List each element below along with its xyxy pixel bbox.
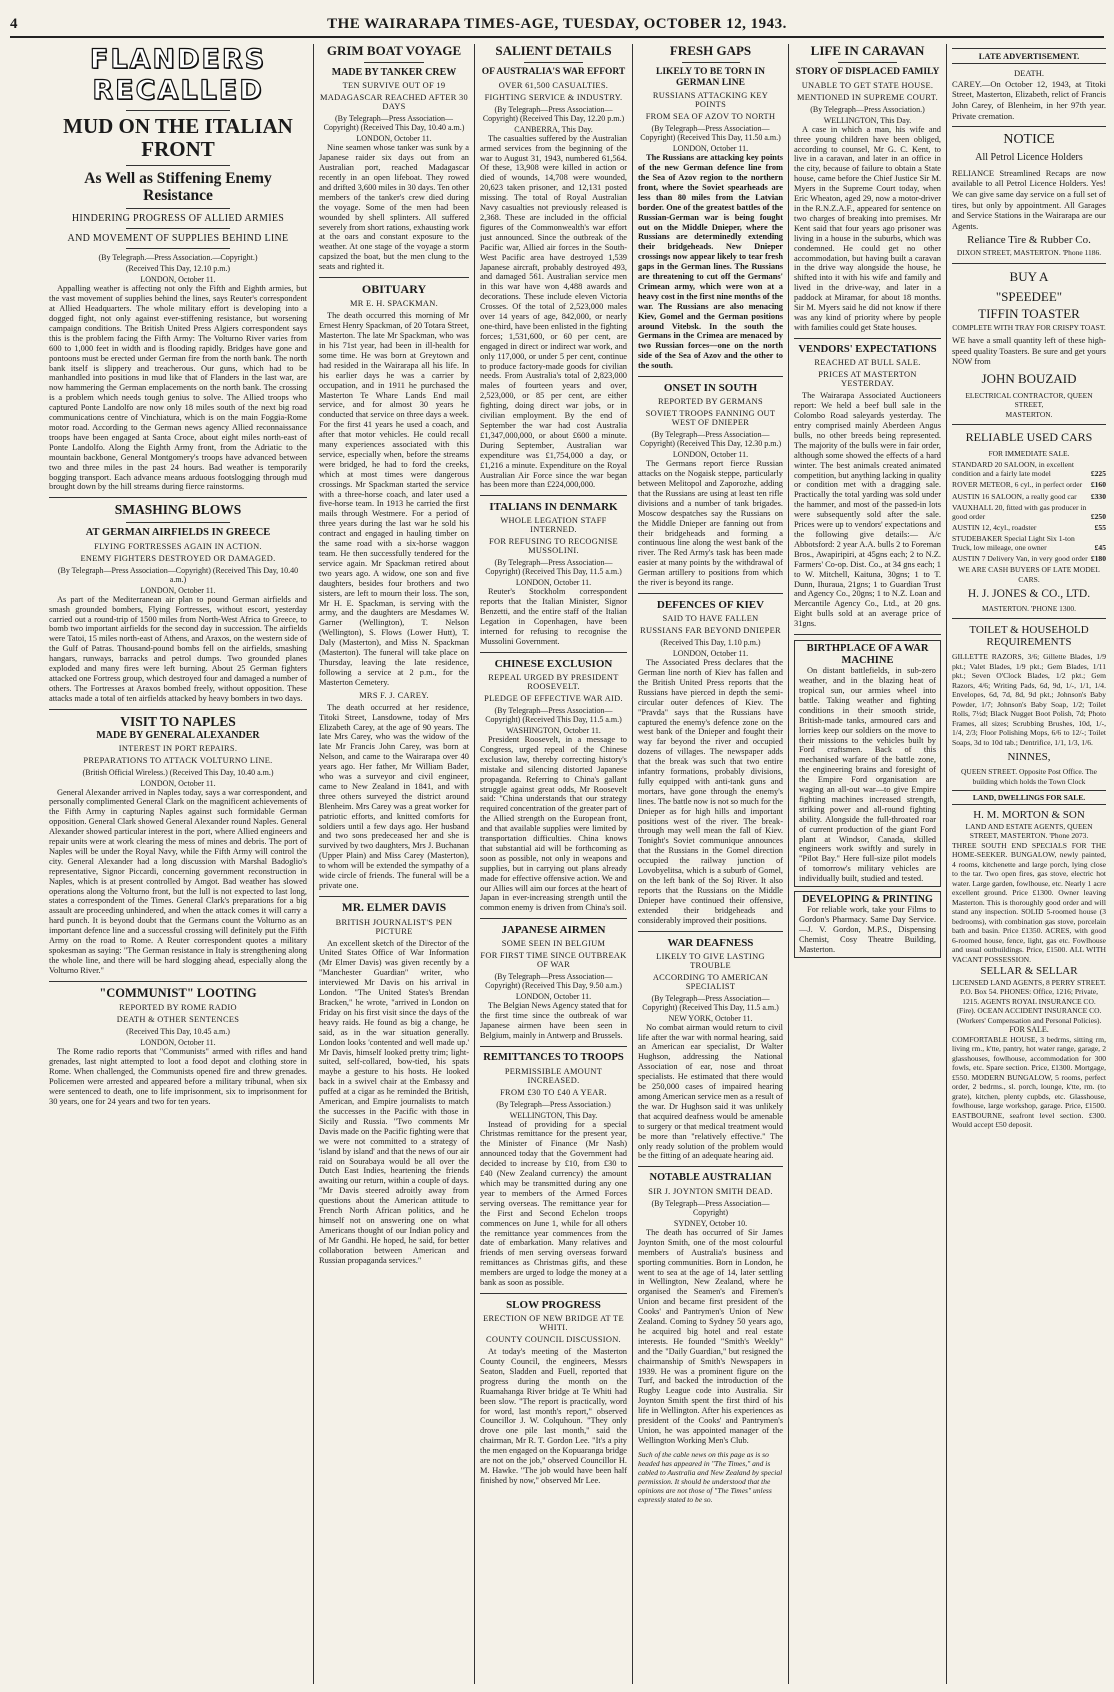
car-name: AUSTIN 16 SALOON, a really good car <box>952 491 1077 501</box>
separator <box>952 424 1106 425</box>
separator <box>319 896 469 897</box>
subhead: FIGHTING SERVICE & INDUSTRY. <box>484 92 623 102</box>
headline-fresh-gaps: FRESH GAPS <box>669 44 752 58</box>
byline: (By Telegraph—Press Association—Copyright) (Received This Day, 11.5 a.m.) <box>485 705 622 724</box>
headline-birthplace: BIRTHPLACE OF A WAR MACHINE <box>806 643 929 666</box>
column-rule <box>313 44 314 1684</box>
byline: (Received This Day, 1.10 p.m.) <box>660 638 761 648</box>
headline-davis: MR. ELMER DAVIS <box>341 901 447 914</box>
masthead-title: THE WAIRARAPA TIMES-AGE, TUESDAY, OCTOBER 12, 1943. <box>327 16 787 32</box>
headline-italians: ITALIANS IN DENMARK <box>489 501 618 514</box>
dateline: LONDON, October 11. <box>672 649 749 659</box>
subhead: DEATH & OTHER SENTENCES <box>116 1015 240 1025</box>
ad-body: For reliable work, take your Films to Gordon's Pharmacy. Same Day Service.—J. V. Gordon, M.P.S., Dispensing Chemist, Cosy Theatre Building, Masterton. <box>799 905 936 954</box>
headline-remittances: REMITTANCES TO TROOPS <box>483 1052 624 1064</box>
divider <box>682 62 740 63</box>
death-heading: DEATH. <box>1014 68 1044 78</box>
article-body: Instead of providing for a special Christmas remittance for the present year, the Minister of Finance (Mr Nash) announced today that the Government had decided to increase by £10, from £30 to £40 (New Zealand currency) the amount which may be transmitted during any one year to members of the Armed Forces serving overseas. The remittance year for the First and Second Echelon troops commences on June 1, while for all others the remittance year commences from the date of embarkation. Many relatives and friends of men serving overseas forward remittances as Christmas gifts, and these members are urged to lodge the money at a bank as soon as possible. <box>480 1119 627 1288</box>
article-body: The death has occurred of Sir James Joynton Smith, one of the most colourful members of Australia's business and sporting communities. Born in London, he went to sea at the age of 14, later settling in Wellington, New Zealand, where he organised the Seamen's and Firemen's Union and became first president of the Cooks' and Pantrymen's Union of New Zealand. Coming to Sydney 50 years ago, he acquired big hotel and real estate interests. He founded "Smith's Weekly" and the "Daily Guardian," but resigned the chairmanship of Smith's Newspapers in 1939. He was a prominent figure on the Turf, and backed the introduction of the Rugby League code into Australia. Sir Joynton Smith spent the first third of his life in Wellington. After his experiences as president of the Cooks' and Pantrymen's Union, he was appointed manager of the Wellington Working Men's Club. <box>638 1227 783 1445</box>
divider <box>126 228 229 229</box>
article-body: The Belgian News Agency stated that for the first time since the outbreak of war Japanese airmen have been seen in Belgium, mainly in Antwerp and Brussels. <box>480 1001 627 1041</box>
article-body: The Rome radio reports that "Communists" armed with rifles and hand grenades, last night attempted to loot a food depot and clothing store in Rome. When challenged, the Communists opened fire and threw grenades. Policemen were arrested and appeared before a military tribunal, when six were sentenced to death, one to life imprisonment, six to imprisonment for 30 years, one for 24 years and two for ten years. <box>49 1047 307 1107</box>
dateline: NEW YORK, October 11. <box>668 1013 753 1023</box>
headline-grim-boat: GRIM BOAT VOYAGE <box>326 44 462 58</box>
reliance-address: DIXON STREET, MASTERTON. 'Phone 1186. <box>956 248 1102 258</box>
article-remittances <box>480 1052 627 1288</box>
column-4 <box>635 44 786 1684</box>
column-rule <box>946 44 947 1684</box>
column-6-ads <box>949 44 1109 1684</box>
toaster-body: WE have a small quantity left of these high-speed quality Toasters. Be sure and get yours NOW from <box>952 334 1106 367</box>
dateline: LONDON, October 11. <box>515 578 592 588</box>
car-listing <box>952 503 1106 521</box>
subhead: SOVIET TROOPS FANNING OUT WEST OF DNIEPER <box>645 409 776 428</box>
toilet-body: GILLETTE RAZORS, 3/6; Gillette Blades, 1/9 pkt.; Valet Blades, 1/9 pkt.; Gem Blades, 1/11 pkt.; Seven O'Clock Blades, 1/2 pkt.; Gem Razors, 4/6; Writing Pads, 6d, 9d, 1/-, 1/1, 1/4. Envelopes, 6d, 7d, 8d, 9d pkt.; Johnson's Baby Powder, 1/7; Johnson's Baby Soap, 1/2; Toilet Rolls, 7½d; Black Nugget Boot Polish, 7d; Photo Frames, all sizes; Scrubbing Brushes, 10d, 1/-, 1/4, 2/3; Floor Polishing Mops, 6/6 to 12/-; Toilet Soaps, 3d to 10d tab.; Dentrifice, 1/1, 1/3, 1/6. <box>952 652 1106 747</box>
article-body: President Roosevelt, in a message to Congress, urged repeal of the Chinese exclusion law, thereby correcting history's mistake and silencing distorted Japanese propaganda. Referring to China's gallant struggle against great odds, Mr Roosevelt said: "China understands that our strategy required concentration of the greater part of the Allied strength on the European front, and that available supplies were limited by transportation difficulties. China knows that substantial aid will be forthcoming as soon as possible, not only in weapons and supplies, but in carrying out plans already made for effective offensive action. We and our Allies will aim our forces at the heart of Japan in ever-increasing strength until the common enemy is driven from China's soil. <box>480 734 627 913</box>
subhead: REPORTED BY ROME RADIO <box>119 1003 237 1013</box>
car-price: £45 <box>1094 543 1106 553</box>
article-notable-australian <box>638 1172 783 1445</box>
article-body: The Associated Press declares that the German line north of Kiev has fallen and the British United Press reports that the Russians have pierced in depth the semi-circular outer defences of Kiev. The "Pravda" says that the Russians have captured the enemy's defence zone on the west bank of the Dnieper and fought their way far beyond the river and occupied dozens of villages. The newspaper adds that the break was such that two entire infantry formations, probably divisions, fully equipped with anti-tank guns and mortars, have gone through the enemy's lines. The battle now is not so much for the Dnieper as for high hills and important positions west of the river. The break-through may well mean the fall of Kiev. Tonight's Soviet communique announces that the Russians in the Gomel direction occupied the railway junction of Lovobyelitsa, which is a suburb of Gomel, on the left bank of the Soj River. It also reports that the Russians on the Middle Dnieper have continued their offensive, extended their bridgeheads and considerably improved their positions. <box>638 658 783 925</box>
bouzaid-name: JOHN BOUZAID <box>981 370 1077 386</box>
headline-salient: SALIENT DETAILS <box>495 44 612 58</box>
separator <box>794 634 941 635</box>
car-name: AUSTIN 7 Delivery Van, in very good order <box>952 554 1088 564</box>
byline: (By Telegraph—Press Association—Copyright) (Received This Day, 11.5 a.m.) <box>485 558 622 577</box>
divider <box>126 522 229 523</box>
ninnes-address: QUEEN STREET. Opposite Post Office. The building which holds the Town Clock <box>960 767 1098 786</box>
dateline: LONDON, October 11. <box>140 585 216 595</box>
subhead: COUNTY COUNCIL DISCUSSION. <box>486 1335 621 1345</box>
dateline: LONDON, October 11. <box>356 134 432 144</box>
article-obituary <box>319 283 469 891</box>
bouzaid-city: MASTERTON. <box>1005 409 1053 419</box>
article-flanders <box>49 44 307 492</box>
subhead: MRS F. J. CAREY. <box>359 690 429 700</box>
article-vendors <box>794 344 941 629</box>
separator <box>638 376 783 377</box>
subhead: RUSSIANS FAR BEYOND DNIEPER <box>640 626 781 636</box>
headline-communist: "COMMUNIST" LOOTING <box>99 985 257 1000</box>
dateline: LONDON, October 11. <box>140 1038 216 1048</box>
article-fresh-gaps <box>638 44 783 371</box>
ninnes-name: NINNES, <box>1007 751 1051 764</box>
toaster-heading: TIFFIN TOASTER <box>978 305 1080 321</box>
car-name: VAUXHALL 20, fitted with gas producer in good order <box>952 502 1087 521</box>
headline-kiev: DEFENCES OF KIEV <box>656 598 765 611</box>
masthead <box>10 14 1104 38</box>
headline-slow-progress: SLOW PROGRESS <box>506 1298 601 1311</box>
dateline: WELLINGTON, This Day. <box>509 1110 598 1120</box>
column-rule <box>788 44 789 1684</box>
morton-body: THREE SOUTH END SPECIALS FOR THE HOME-SEEKER. BUNGALOW, newly painted, 4 rooms, kitchenette and large porch, lying close to the tar. Two open fires, gas stove, electric hot water. Large garden, fowlhouse, etc. Nearly 1 acre excellent ground. Price £1300. Owner leaving Masterton. This is thoroughly good order and will stand any inspection. SOLID 5-roomed house (3 bedrooms), with combination gas stove, porcelain bath and basin. Price £1350. ACRES, with good 6-roomed house, fence, light, gas etc. Fowlhouse and usual outbuildings. Price, £1500. ALL WITH VACANT POSSESSION. <box>952 840 1106 964</box>
separator <box>480 652 627 653</box>
article-war-deafness <box>638 937 783 1162</box>
used-cars-sub: FOR IMMEDIATE SALE. <box>988 448 1070 458</box>
dateline: SYDNEY, October 10. <box>673 1218 748 1228</box>
divider <box>126 248 229 249</box>
car-listing <box>952 554 1106 563</box>
subhead: TEN SURVIVE OUT OF 19 <box>342 81 446 91</box>
article-body: The death occurred this morning of Mr Ernest Henry Spackman, of 20 Totara Street, Masterton. The late Mr Spackman, who was in his 71st year, had been in ill-health for some time. He was born at Greytown and had resided in the Wairarapa all his life. In his earlier days he was a carrier by occupation, and in 1911 he purchased the Masterton Te Whare Lands End mail service, and for almost 30 years he conducted that service on three days a week. For the first 41 years he used a coach, and after that motor vehicles. He could recall many experiences associated with this service, especially when, before the streams were bridged, he had to ford the creeks, which at most times were dangerous crossings. Mr Spackman started the service with a three-horse coach, and later used a five-horse team. In 1913 he carried the first mails through Westmere. For a period of three years during the last war he sold his contract and engaged in hauling timber on the same road with a six-horse waggon team. He then successfully tendered for the service again. Mr Spackman retired about two years ago. A widow, one son and five daughters, besides four brothers and two sisters, are left to mourn their loss. The son, Mr H. E. Spackman, is serving with the army, and the daughters are Mesdames W. Garner (Wellington), T. Nelson (Wellington), S. Flows (Lower Hutt), T. Daly (Masterton), and Miss N. Spackman (Masterton). The funeral will take place on Thursday, leaving the late residence, following a service at 2 p.m., for the Masterton Cemetery. <box>319 311 469 687</box>
byline: (British Official Wireless.) (Received This Day, 10.40 a.m.) <box>82 767 274 777</box>
car-name: STUDEBAKER Special Light Six 1-ton Truck, low mileage, one owner <box>952 534 1075 553</box>
ad-birthplace <box>794 640 941 887</box>
byline: (By Telegraph—Press Association.) <box>810 104 925 114</box>
toilet-heading: TOILET & HOUSEHOLD REQUIREMENTS <box>969 624 1089 649</box>
car-price: £250 <box>1090 511 1106 521</box>
byline: (By Telegraph—Press Association—Copyright) (Received This Day, 9.50 a.m.) <box>485 972 622 991</box>
car-listing <box>952 534 1106 552</box>
headline-tanker: MADE BY TANKER CREW <box>331 67 457 79</box>
headline-notable: NOTABLE AUSTRALIAN <box>649 1172 772 1184</box>
headline-german-line: LIKELY TO BE TORN IN GERMAN LINE <box>656 67 765 88</box>
article-japanese-airmen <box>480 924 627 1041</box>
death-notice: CAREY.—On October 12, 1943, at Titoki Street, Masterton, Elizabeth, relict of Francis John Carey, of Blenheim, in her 97th year. Private cremation. <box>952 78 1106 121</box>
buyers-note: WE ARE CASH BUYERS OF LATE MODEL CARS. <box>958 565 1100 584</box>
car-list <box>952 460 1106 563</box>
article-body: The Russians are attacking key points of the new German defence line from the Sea of Azov region to the northern front, where the Soviet spearheads are less than 80 miles from the Latvian border. One of the greatest battles of the Russian-German war is being fought out on the Middle Dnieper, where the Russians are determinedly extending their bridgeheads. New Dnieper crossings now appear likely to tear fresh gaps in the German lines. The Russians are threatening to cut off the Germans' Crimean army, which were won at a heavy cost in the first nine months of the war. The Russians are also menacing Kiev, Gomel and the German positions around Vitebsk. In the south the Germans in the Crimea are menaced by two Russian forces—one on the north side of the Sea of Azov and the other to the south. <box>638 153 783 371</box>
subhead: FOR FIRST TIME SINCE OUTBREAK OF WAR <box>480 951 627 970</box>
headline-developing: DEVELOPING & PRINTING <box>802 894 933 906</box>
headline-stiffening: As Well as Stiffening Enemy Resistance <box>84 170 272 205</box>
late-ad-banner: LATE ADVERTISEMENT. <box>952 48 1106 64</box>
divider <box>126 110 229 111</box>
headline-flanders: FLANDERS RECALLED <box>89 44 267 106</box>
subhead: FLYING FORTRESSES AGAIN IN ACTION. <box>94 541 262 551</box>
article-grim-boat <box>319 44 469 272</box>
land-banner: LAND, DWELLINGS FOR SALE. <box>952 790 1106 805</box>
dateline: LONDON, October 11. <box>140 275 216 285</box>
hjones-name: H. J. JONES & CO., LTD. <box>967 588 1091 601</box>
article-smashing-blows <box>49 503 307 703</box>
car-price: £55 <box>1094 522 1106 532</box>
car-price: £180 <box>1090 554 1106 564</box>
article-chinese-exclusion <box>480 658 627 913</box>
subhead: FOR REFUSING TO RECOGNISE MUSSOLINI. <box>489 537 618 556</box>
subhead: BRITISH JOURNALIST'S PEN PICTURE <box>335 917 453 936</box>
column-2 <box>316 44 472 1684</box>
separator <box>49 709 307 710</box>
article-body: No combat airman would return to civil life after the war with normal hearing, said an American ear specialist, Dr Walter Hughson, addressing the National Association of ear, nose and throat specialists. He estimated that there would be 250,000 cases of impaired hearing among American service men as a result of the war. Dr Hughson said it was unlikely that acquired deafness would be amenable to surgery or that medical treatment would be more than "relatively effective." The only ready solution of the problem would be the fitting of an adequate hearing aid. <box>638 1022 783 1161</box>
column-rule <box>632 44 633 1684</box>
subhead: SAID TO HAVE FALLEN <box>662 614 759 624</box>
car-listing <box>952 480 1106 489</box>
subhead: ENEMY FIGHTERS DESTROYED OR DAMAGED. <box>80 553 276 563</box>
subhead: PLEDGE OF EFFECTIVE WAR AID. <box>484 693 623 703</box>
byline: (Received This Day, 10.45 a.m.) <box>126 1027 230 1037</box>
byline: (By Telegraph—Press Association—Copyright) (Received This Day, 12.20 p.m.) <box>482 104 625 123</box>
subhead: INTEREST IN PORT REPAIRS. <box>118 743 238 753</box>
headline-australia: OF AUSTRALIA'S WAR EFFORT <box>481 67 626 78</box>
subhead: MR E. H. SPACKMAN. <box>350 299 438 309</box>
headline-visit: VISIT TO NAPLES <box>120 713 236 729</box>
subhead: PREPARATIONS TO ATTACK VOLTURNO LINE. <box>83 755 273 765</box>
buy-heading: BUY A <box>1009 268 1049 284</box>
column-3 <box>477 44 630 1684</box>
byline: (By Telegraph—Press Association—Copyright) (Received This Day, 10.40 a.m.) <box>57 565 299 584</box>
subhead: REPORTED BY GERMANS <box>658 397 763 407</box>
subhead-movement: AND MOVEMENT OF SUPPLIES BEHIND LINE <box>67 233 289 245</box>
divider <box>524 62 583 63</box>
subhead: OVER 61,500 CASUALTIES. <box>498 80 609 90</box>
notice-body: RELIANCE Streamlined Recaps are now available to all Petrol Licence Holders. Yes! We can give same day service on a full set of tires, but only by appointment. All Garages and Service Stations in the Wairarapa are our Agents. <box>952 167 1106 231</box>
separator <box>319 277 469 278</box>
speedee-heading: "SPEEDEE" <box>995 288 1063 304</box>
received-time: (Received This Day, 12.10 p.m.) <box>125 264 231 274</box>
column-5 <box>791 44 944 1684</box>
separator <box>480 918 627 919</box>
article-body: At today's meeting of the Masterton County Council, the engineers, Messrs Seaton, Sladden and Fuell, reported that progress during the month on the Ruamahanga River bridge at Te Whiti had been slow. "The report is practically, word for word, last month's report," observed Councillor J. W. Colquhoun. "They only drove one pile last month," said the chairman, Mr R. T. Gordon Lee. "It's a pity the men engaged on the Kopuaranga bridge are not on the job," observed Councillor H. M. Hawke. "The job would have been half finished by now," observed Mr Lee. <box>480 1347 627 1485</box>
morton-sub: LAND AND ESTATE AGENTS, QUEEN STREET, MASTERTON. 'Phone 2073. <box>965 822 1093 841</box>
article-body: General Alexander arrived in Naples today, says a war correspondent, and personally complimented General Clark on the magnificent achievements of the Fifth Army in capturing Naples against such formidable German opposition. General Clark showed General Alexander round Naples. General Alexander showed particular interest in the port, where Allied engineers and repair units were at work clearing the mess of mines and debris. The port of Naples will be under the Royal Navy, while the Fifth Army will control the city. General Alexander had a long discussion with Marshal Badoglio's representative, Signor Piccardi, concerning government reconstruction in Naples, which is at present controlled by Amgot. Bad weather has slowed operations along the Volturno front, but the lull is not expected to last long, states a correspondent of the Times. General Clark's preparations for a big assault are proceeding unhindered, and when the attack comes it will carry a hard punch. It is beyond doubt that the Germans count the Volturno as an important defence line and a successful crossing will definitely put the Fifth Army on the road to Rome. A Reuter correspondent quotes a military spokesman as saying: "The German resistance in Italy is strengthening along the whole line, and there will be hard slogging ahead, especially along the Volturno River." <box>49 787 307 975</box>
subhead-hindering: HINDERING PROGRESS OF ALLIED ARMIES <box>71 213 285 225</box>
separator <box>794 338 941 339</box>
subhead: PRICES AT MASTERTON YESTERDAY. <box>818 370 917 389</box>
byline: (By Telegraph.—Press Association.—Copyright.) <box>98 253 258 263</box>
car-price: £160 <box>1090 480 1106 490</box>
subhead: LIKELY TO GIVE LASTING TROUBLE <box>656 951 765 970</box>
notice-heading: NOTICE <box>1003 132 1055 148</box>
footnote: Such of the cable news on this page as is so headed has appeared in "The Times," and is cabled to Australia and New Zealand by special permission. It should be understood that the opinions are not those of "The Times" unless expressly stated to be so. <box>638 1449 783 1504</box>
subhead: PERMISSIBLE AMOUNT INCREASED. <box>504 1066 603 1085</box>
dateline: CANBERRA, This Day. <box>514 124 593 134</box>
dateline: WASHINGTON, October 11. <box>506 725 601 735</box>
subhead: SIR J. JOYNTON SMITH DEAD. <box>648 1186 773 1196</box>
toaster-sub: COMPLETE WITH TRAY FOR CRISPY TOAST. <box>952 322 1106 332</box>
divider <box>364 62 424 63</box>
car-price: £330 <box>1090 491 1106 501</box>
separator <box>638 593 783 594</box>
headline-vendors: VENDORS' EXPECTATIONS <box>798 343 937 355</box>
headline-mud: MUD ON THE ITALIAN FRONT <box>63 114 293 162</box>
byline: (By Telegraph—Press Association—Copyright) (Received This Day, 11.50 a.m.) <box>640 124 781 143</box>
ad-developing <box>794 891 941 958</box>
separator <box>952 263 1106 264</box>
byline: (By Telegraph—Press Association—Copyright) (Received This Day, 11.5 a.m.) <box>642 993 779 1012</box>
separator <box>638 1166 783 1167</box>
article-italians-denmark <box>480 501 627 647</box>
divider <box>126 208 229 209</box>
notice-subheading: All Petrol Licence Holders <box>975 152 1083 164</box>
dateline: LONDON, October 11. <box>515 992 592 1002</box>
bouzaid-sub: ELECTRICAL CONTRACTOR, QUEEN STREET, <box>965 390 1093 410</box>
sellar-sub: LICENSED LAND AGENTS, 8 PERRY STREET. P.O. Box 54. PHONES: Office, 1216; Private, 1215. AGENTS ROYAL INSURANCE CO. (Fire). OCEAN ACCIDENT INSURANCE CO. (Workers' Compensation and Personal Policies). <box>952 978 1106 1025</box>
subhead: UNABLE TO GET STATE HOUSE. <box>801 80 934 90</box>
article-life-caravan <box>794 44 941 333</box>
article-body: The casualties suffered by the Australian armed services from the beginning of the war to August 31, 1943, numbered 61,564. Of these, 13,908 were killed in action or died of wounds, 14,708 were wounded, 20,623 taken prisoner, and 12,131 posted missing. The total of Royal Australian Navy casualties not previously released is 2,368. These are included in the official figures of the Commonwealth's war effort just announced. Since the outbreak of the Pacific war, Allied air forces in the South-West Pacific area have destroyed 1,539 Japanese aircraft, probably destroyed 493, and damaged 561. Australian service men in this war have won 4,488 awards and decorations. These include eleven Victoria Crosses. Of the total of 2,523,000 males over 14 years of age, 842,000, or nearly one-third, have been enlisted in the fighting forces; 1,531,600, or 60 per cent, are engaged in direct or indirect war work, and only 117,000, or under 5 per cent, continue to produce factory-made goods for civilian needs. From Australia's total of 2,823,000 males of fourteen years and over, 2,523,000, or 85 per cent, are either fighting, doing direct war jobs, or in civilian employment. By the end of September the war had cost Australia £1,347,000,000, or about £600 a minute. During September, Australian war expenditure was £1,754,000 a day, or £1,216 a minute. Expenditure on the Royal Australian Air Force since the war began has been more than £224,000,000. <box>480 133 627 490</box>
dateline: WELLINGTON, This Day. <box>823 115 912 125</box>
article-body: Appalling weather is affecting not only the Fifth and Eighth armies, but the vast movement of supplies behind the lines, says Reuter's correspondent at Allied Headquarters. The whole military effort is developing into a dogged fight, not only against ever-stiffening resistance, but worsening campaign conditions. The British United Press Algiers correspondent says this is the problem facing the Fifth Army: The Volturno River varies from 600 to 1,000 feet in width and is flooding rapidly. Bridges have gone and pontoons must be erected under German fire from the north bank. The north bank itself is slippery and treacherous. Our guns, which had to be manhandled into positions in mud like that of Flanders in the last war, are now hammering the German emplacements on the north bank. The crossing is a problem which needs tough genius to solve. The Allied troops who captured Ponte Landolfo are now only 18 miles south of the next big road communications centre of Vinchiatura, which is on the main Foggia-Rome motor road. According to the German news agency Allied reconnaissance troops have been engaged at Santa Croce, about eight miles north-east of Ponte Landolfo. Along the Eighth Army front, from the Adriatic to the mountain backbone, General Montgomery's troops have advanced between two and three miles in the past 24 hours. Bad weather is temporarily bogging transport. Each advance means arduous footslogging through mud brought down by the hill streams during fierce rainstorms. <box>49 284 307 492</box>
separator <box>480 1046 627 1047</box>
sellar-name: SELLAR & SELLAR <box>980 965 1078 978</box>
article-body: As part of the Mediterranean air plan to pound German airfields and smash grounded bombers, Flying Fortresses, without escort, yesterday carried out a round-trip of 1500 miles from North-West Africa to Greece, to bomb two important airfields for the second day in succession. The airfields were Tatoi, 15 miles north-east of Athens, and Araxos, on the western side of the Gulf of Patras. Thousand-pound bombs fell on the airfields, smashing hangars, runways, barracks and petrol dumps. Two grounded planes exploded and many fires were left burning. About 25 German fighters attacked one Fortress group, which destroyed four and damaged a number of others. The Fortresses at Araxos bombed freely, without opposition. These attacks made a total of ten airfields attacked by heavy bombers in two days. <box>49 594 307 703</box>
article-body: The death occurred at her residence, Titoki Street, Lansdowne, today of Mrs Elizabeth Carey, at the age of 90 years. The late Mrs Carey, who was the widow of the late Mr Francis John Carey, was born at Nelson, and came to the Wairarapa over 40 years ago. Her father, Mr William Bader, who was a surveyor and civil engineer, came to New Zealand in 1841, and with three others surveyed the district around Blenheim. Mrs Carey was a great worker for patriotic efforts, and knitted comforts for soldiers until a few days ago. Her husband and two sons predeceased her and she is survived by two daughters, Mrs J. Buchanan (Upper Plain) and Miss Carey (Masterton), to whom will be extended the sympathy of a wide circle of friends. The funeral will be a private one. <box>319 702 469 891</box>
article-body: Nine seamen whose tanker was sunk by a Japanese raider six days out from an Australian port, reached Madagascar recently in an open lifeboat. They rowed and drifted 3,600 miles in 30 days. Ten other members of the tanker's crew died during the voyage. Some of the men had been wounded by shell splinters. All suffered severely from short rations, exhausting work at the oars and constant exposure to the weather. At one stage of the voyage a storm capsized the boat, but the men clung to the seats and righted it. <box>319 143 469 272</box>
subhead: REACHED AT BULL SALE. <box>814 358 921 368</box>
car-listing <box>952 523 1106 532</box>
subhead: RUSSIANS ATTACKING KEY POINTS <box>652 91 769 110</box>
divider <box>838 62 897 63</box>
subhead: MADAGASCAR REACHED AFTER 30 DAYS <box>320 93 468 112</box>
morton-name: H. M. MORTON & SON <box>973 809 1085 822</box>
headline-japanese-airmen: JAPANESE AIRMEN <box>501 924 606 937</box>
article-body: A case in which a man, his wife and three young children have been obliged, according to counsel, Mr G. C. Kent, to live in a caravan, and later in an office in the city, because of failure to obtain a State house, came before the Chief Justice Sir M. Myers in the Supreme Court today, when Eric Wheaton, aged 29, now a motor-driver in the R.N.Z.A.F., appeared for sentence on two charges of breaking into premises. Mr Kent said that four years ago prisoner was living in a house in the suburbs, which was condemned. He could get no other accommodation, but having built a caravan in the drive way alongside the house, he shifted into it with his wife and family and lived in the drive-way, and later in a paddock at Miramar, for about 18 months. Sir M. Myers said he did not know if there was any kind of priority where by people with families could get State houses. <box>794 124 941 332</box>
article-visit-naples <box>49 715 307 976</box>
headline-deafness: WAR DEAFNESS <box>667 936 754 949</box>
headline-alexander: MADE BY GENERAL ALEXANDER <box>96 729 260 741</box>
reliance-name: Reliance Tire & Rubber Co. <box>967 234 1091 247</box>
headline-smashing: SMASHING BLOWS <box>114 502 242 518</box>
car-name: ROVER METEOR, 6 cyl., in perfect order <box>952 480 1083 490</box>
article-elmer-davis <box>319 902 469 1266</box>
article-salient-details <box>480 44 627 490</box>
separator <box>480 1293 627 1294</box>
used-cars-heading: RELIABLE USED CARS <box>965 429 1093 444</box>
car-name: STANDARD 20 SALOON, in excellent condition and a fairly late model <box>952 460 1074 479</box>
for-sale: FOR SALE. <box>1009 1024 1049 1034</box>
article-body: The Wairarapa Associated Auctioneers report: We held a beef bull sale in the Colombo Road saleyards yesterday. The entry comprised mainly Aberdeen Angus bulls, no other breeds being represented. The majority of the bulls were in fair order, although some showed the effects of a hard winter. The best animals created animated competition, but anything lacking in quality or condition met with a dragging sale. Practically the total yarding was sold under the hammer, and most of the passed-in lots were subsequently sold after the sale. Prices were up to vendors' expectations and the following give details:— A/c Abbotsford: 2 year A.A. bulls 2 to Foreman Bros., Awapiripiri, at 45gns each; 2 to N.Z. Farmers' Co-op. Dist. Co., at 34 gns each; 1 to W. Mitchell, Kaituna, 30gns; 1 to T. Dunn, Ihuraua, 21gns; 1 to Guardian Trust and Agency Co., 20gns; 1 to N.Z. Loan and Mercantile Agency Co., Ltd., at 20 gns. Eight bulls sold at an average price of 31gns. <box>794 391 942 629</box>
article-defences-kiev <box>638 599 783 926</box>
page-number: 4 <box>10 16 18 32</box>
separator <box>952 618 1106 619</box>
car-listing <box>952 460 1106 478</box>
separator <box>49 497 307 498</box>
subhead: MENTIONED IN SUPREME COURT. <box>797 92 938 102</box>
subhead: ACCORDING TO AMERICAN SPECIALIST <box>652 972 769 991</box>
car-price: £225 <box>1090 469 1106 479</box>
subhead: REPEAL URGED BY PRESIDENT ROOSEVELT. <box>488 672 619 691</box>
article-communist-looting <box>49 987 307 1107</box>
article-body: An excellent sketch of the Director of the United States Office of War Information (Mr Elmer Davis) was given recently by a "Manchester Guardian" writer, who interviewed Mr Davis on his arrival in London. "The United States's Brendan Bracken," he wrote, "arrived in London on Friday on his first visit since the days of the heavy raids. He found as big a change, he said, as in the war situation generally. London looks 'contented and well made up.' Mr Davis, himself looked pretty trim; light-suited, self-collared, bow-tied, his spats maybe a gesture to his hosts. He looked back in a swivel chair at the Embassy and puffed at a cigar as he reminded the British, American, and Empire journalists to match the successes in the Pacific with those in Sicily and Russia. "Two comments Mr Davis made on the Pacific fighting were that we were not committed to a strategy of 'island by island' and that the news of our air raid on Sourabaya would be all over the Dutch East Indies, heartening the friends awaiting our return, within a couple of days. "Mr Davis steered adroitly away from questions about the American attitude to French North African politics, and he himself not on answering one on what Americans thought of our Indian policy and of Mr Gandhi. He hoped, he said, for better collaboration between American and Russian propaganda services." <box>319 938 469 1265</box>
divider <box>126 165 229 166</box>
subhead: FROM SEA OF AZOV TO NORTH <box>645 112 776 122</box>
article-onset-south <box>638 382 783 588</box>
car-name: AUSTIN 12, 4cyl., roadster <box>952 522 1037 532</box>
dateline: LONDON, October 11. <box>672 144 749 154</box>
byline: (By Telegraph—Press Association—Copyright) (Received This Day, 12.30 p.m.) <box>639 430 782 449</box>
column-1 <box>46 44 310 1684</box>
article-slow-progress <box>480 1299 627 1486</box>
column-rule <box>474 44 475 1684</box>
hjones-address: MASTERTON. 'PHONE 1300. <box>981 604 1077 614</box>
headline-onset: ONSET IN SOUTH <box>663 382 758 395</box>
separator <box>638 931 783 932</box>
headline-caravan: LIFE IN CARAVAN <box>810 44 925 58</box>
separator <box>49 981 307 982</box>
separator <box>952 126 1106 127</box>
headline-airfields: AT GERMAN AIRFIELDS IN GREECE <box>85 527 271 539</box>
subhead: WHOLE LEGATION STAFF INTERNED. <box>500 516 607 535</box>
article-body: The Germans report fierce Russian attacks on the Nogaisk steppe, particularly between Melitopol and Zaporozhe, adding that the Russians are using at least ten rifle divisions and a number of tank brigades. Moscow despatches say the Russians on the Middle Dnieper are fanning out from their bridgeheads and forming a continuous line along the west bank of the river. The Red Army's task has been made easier at many points by the withdrawal of German artillery to positions from which the river is beyond its range. <box>638 459 783 588</box>
subhead: SOME SEEN IN BELGIUM <box>501 939 606 949</box>
separator <box>480 495 627 496</box>
subhead: ERECTION OF NEW BRIDGE AT TE WHITI. <box>483 1314 624 1333</box>
sellar-body: COMFORTABLE HOUSE, 3 bedrms, sitting rm, living rm., k'tte, pantry, hot water range, garage, 2 glasshouses, fowlhouse, accommodation for 300 fowls, etc. Spare section. Price, £1300. Mortgage, £550. MODERN BUNGALOW, 5 rooms, perfect order, 2 bedrms., sl. porch, lounge, k'tte, rm. (to grate), kitchen, plenty cupbds, etc. Glasshouse, fowlhouse, large workshop, garage. Price, £1500. EASTBOURNE, seafront level section. £300. Would accept £50 deposit. <box>952 1034 1106 1130</box>
ad-body: On distant battlefields, in sub-zero weather, and in the blazing heat of tropical sun, our armies wheel into battle. Taking weather and fighting conditions in their smooth stride, British-made tanks, armoured cars and lorries keep our soldiers on the move to their missions to the vehicles built by Ford craftsmen. Back of this mechanised warfare of the battle zone, the engineering brains and foresight of the Empire Ford organisation are waging an all-out war—to give Empire fighting machines increased strength, striking power and all-round fighting ability. Alongside the full-throated roar of current production of the giant Ford plant at Windsor, Canada, skilled engineers work swiftly and surely in "Pilot Bay." Here full-size pilot models of tomorrow's military vehicles are individually built, studied and tested. <box>799 666 936 884</box>
headline-displaced: STORY OF DISPLACED FAMILY <box>795 67 940 78</box>
headline-chinese: CHINESE EXCLUSION <box>494 657 613 670</box>
article-body: Reuter's Stockholm correspondent reports that the Italian Minister, Signor Benzetti, and the entire staff of the Italian Legation in Copenhagen, have been interned for refusing to recognise the Mussolini Government. <box>480 587 627 646</box>
byline: (By Telegraph—Press Association—Copyright) <box>651 1198 770 1217</box>
byline: (By Telegraph—Press Association—Copyright) (Received This Day, 10.40 a.m.) <box>323 114 465 133</box>
byline: (By Telegraph—Press Association.) <box>496 1099 611 1109</box>
dateline: LONDON, October 11. <box>672 450 749 460</box>
subhead: FROM £30 TO £40 A YEAR. <box>500 1087 607 1097</box>
dateline: LONDON, October 11. <box>140 778 216 788</box>
car-listing <box>952 492 1106 501</box>
headline-obituary: OBITUARY <box>361 282 427 297</box>
